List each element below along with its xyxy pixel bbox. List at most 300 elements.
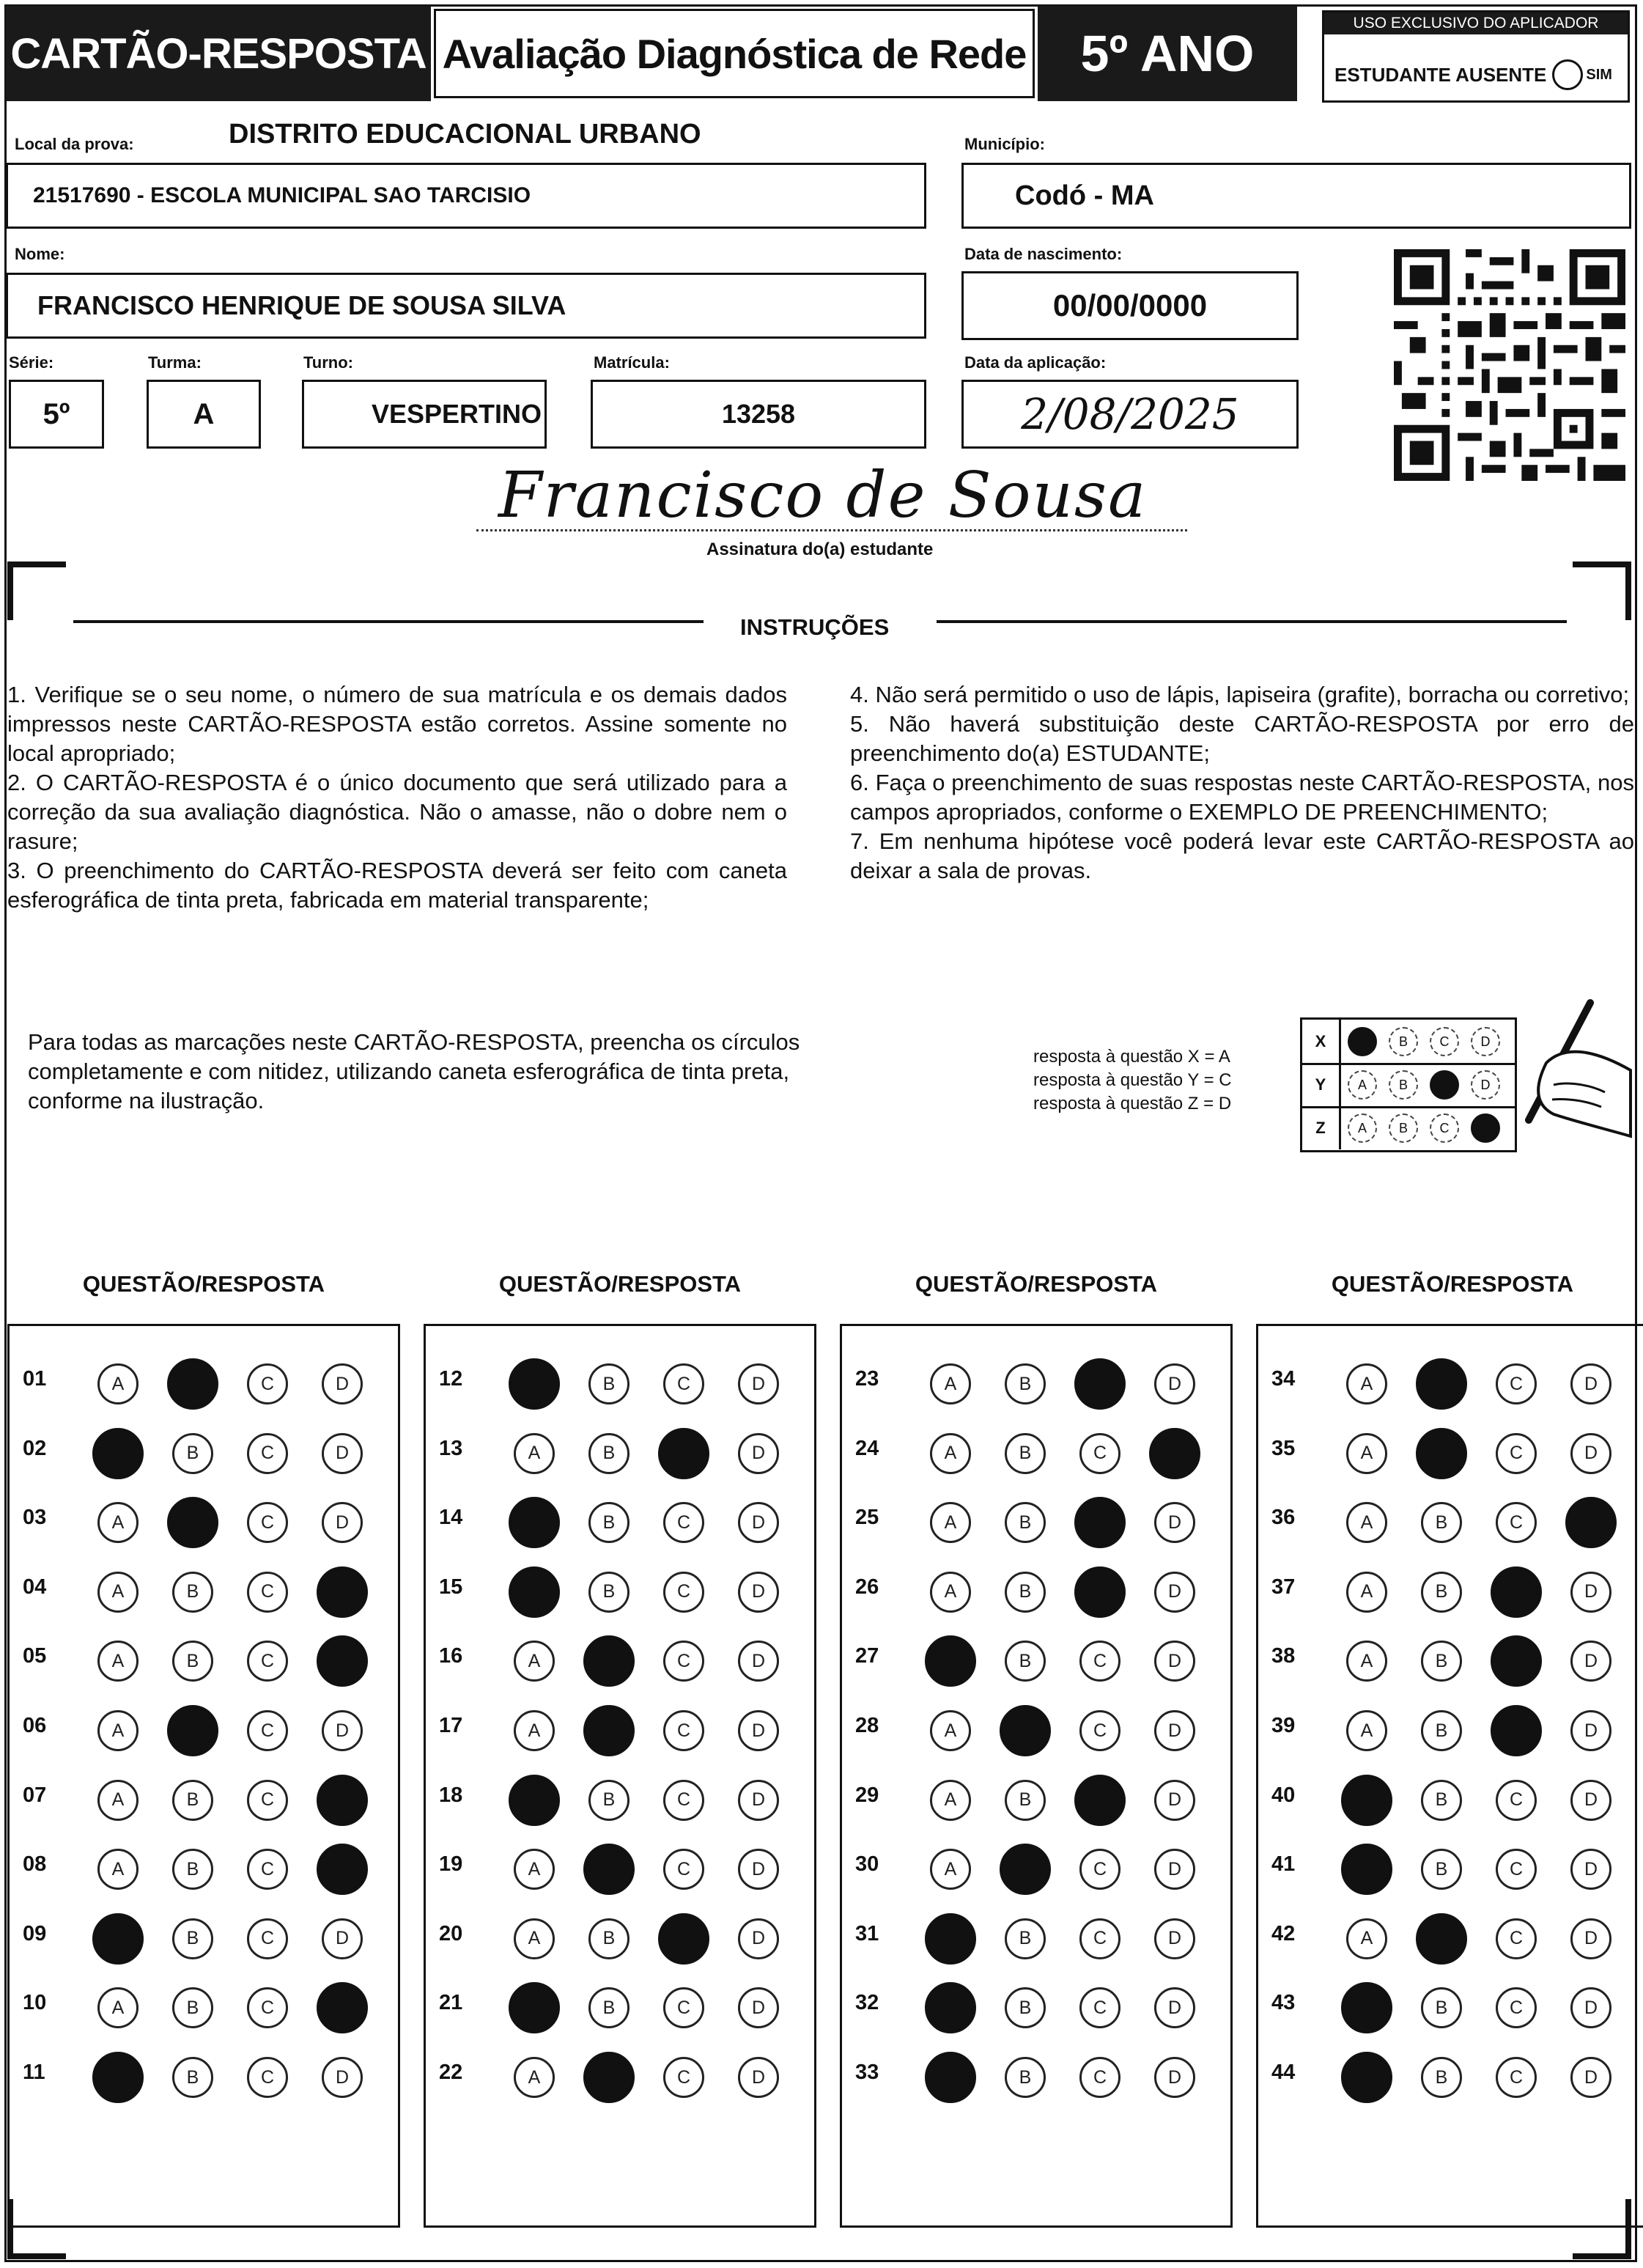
answer-bubble-d[interactable]: D xyxy=(1570,1363,1611,1404)
answer-bubble-a[interactable]: A xyxy=(930,1502,971,1543)
answer-bubble-b[interactable]: B xyxy=(1416,1358,1467,1410)
answer-bubble-c[interactable]: C xyxy=(663,1641,704,1682)
answer-bubble-c[interactable]: C xyxy=(247,2057,288,2098)
answer-bubble-b[interactable]: B xyxy=(172,1987,213,2028)
answer-bubble-a[interactable]: A xyxy=(1346,1572,1387,1613)
answer-bubble-c[interactable]: C xyxy=(247,1780,288,1821)
answer-bubble-b[interactable]: B xyxy=(1005,2057,1046,2098)
answer-bubble-c[interactable]: C xyxy=(658,1913,709,1965)
answer-bubble-d[interactable]: D xyxy=(738,1987,779,2028)
question-number: 15 xyxy=(439,1575,463,1599)
answer-bubble-a[interactable]: A xyxy=(97,1572,139,1613)
question-row xyxy=(426,1415,814,1484)
answer-bubble-b[interactable]: B xyxy=(588,1987,629,2028)
question-number: 13 xyxy=(439,1436,463,1460)
instructions-title: INSTRUÇÕES xyxy=(740,614,890,640)
answer-bubble-c[interactable]: C xyxy=(658,1428,709,1479)
answer-bubble-a[interactable]: A xyxy=(1341,1775,1392,1826)
answer-bubble-d[interactable]: D xyxy=(317,1566,368,1618)
corner-mark-top-left xyxy=(7,562,66,567)
answer-bubble-b[interactable]: B xyxy=(588,1918,629,1959)
answer-panel xyxy=(7,1324,400,2228)
answer-bubble-b[interactable]: B xyxy=(1421,2057,1462,2098)
example-row xyxy=(1302,1106,1515,1149)
answer-bubble-c[interactable]: C xyxy=(663,2057,704,2098)
answer-bubble-d[interactable]: D xyxy=(1154,1710,1195,1751)
answer-bubble-d[interactable]: D xyxy=(1565,1497,1617,1548)
municipio-label: Município: xyxy=(964,135,1045,153)
qr-code xyxy=(1394,249,1625,481)
question-row xyxy=(1258,1969,1643,2038)
turno-value: VESPERTINO xyxy=(371,399,542,429)
answer-bubble-d[interactable]: D xyxy=(322,1363,363,1404)
answer-bubble-b[interactable]: B xyxy=(583,2052,635,2103)
answer-bubble-b[interactable]: B xyxy=(588,1572,629,1613)
answer-bubble-c[interactable]: C xyxy=(1079,1433,1120,1474)
example-legend-x: resposta à questão X = A xyxy=(1033,1047,1230,1067)
answer-bubble-d[interactable]: D xyxy=(1570,1918,1611,1959)
turma-label: Turma: xyxy=(148,353,202,372)
answer-bubble-a[interactable]: A xyxy=(514,2057,555,2098)
card-title-text: CARTÃO-RESPOSTA xyxy=(10,29,427,78)
question-row xyxy=(10,1484,398,1553)
answer-bubble-d[interactable]: D xyxy=(1570,1987,1611,2028)
answer-bubble-d[interactable]: D xyxy=(1570,1433,1611,1474)
answer-bubble-d[interactable]: D xyxy=(1154,1641,1195,1682)
answer-bubble-d[interactable]: D xyxy=(1570,1849,1611,1890)
answer-bubble-b[interactable]: B xyxy=(583,1635,635,1687)
answer-bubble-d[interactable]: D xyxy=(322,1433,363,1474)
question-row xyxy=(10,1622,398,1691)
answer-bubble-a[interactable]: A xyxy=(1346,1641,1387,1682)
matricula-field xyxy=(591,380,926,449)
question-number: 18 xyxy=(439,1783,463,1807)
answer-bubble-c[interactable]: C xyxy=(1074,1566,1126,1618)
answer-bubble-d[interactable]: D xyxy=(738,1363,779,1404)
answer-bubble-a[interactable]: A xyxy=(509,1358,560,1410)
answer-bubble-a[interactable]: A xyxy=(97,1641,139,1682)
example-bubble-a: A xyxy=(1348,1113,1377,1143)
aplicacao-label: Data da aplicação: xyxy=(964,353,1107,372)
answer-bubble-d[interactable]: D xyxy=(738,1502,779,1543)
student-signature: Francisco de Sousa xyxy=(498,459,1148,532)
answer-bubble-c[interactable]: C xyxy=(1074,1358,1126,1410)
example-bubble-a: A xyxy=(1348,1070,1377,1100)
answer-bubble-c[interactable]: C xyxy=(663,1780,704,1821)
question-row xyxy=(1258,1484,1643,1553)
question-number: 23 xyxy=(855,1367,879,1391)
example-legend-z: resposta à questão Z = D xyxy=(1033,1094,1232,1113)
answer-bubble-a[interactable]: A xyxy=(1341,2052,1392,2103)
answer-bubble-a[interactable]: A xyxy=(1346,1433,1387,1474)
answer-bubble-b[interactable]: B xyxy=(588,1363,629,1404)
answer-bubble-c[interactable]: C xyxy=(1496,1502,1537,1543)
applicator-box xyxy=(1322,10,1630,103)
answer-bubble-b[interactable]: B xyxy=(1416,1428,1467,1479)
example-row-label: X xyxy=(1302,1020,1341,1063)
aplicacao-value: 2/08/2025 xyxy=(1021,389,1239,439)
instructions-rule-left xyxy=(73,620,704,623)
answer-bubble-c[interactable]: C xyxy=(1496,2057,1537,2098)
answer-bubble-a[interactable]: A xyxy=(1341,1844,1392,1895)
question-row xyxy=(842,1484,1230,1553)
answer-bubble-a[interactable]: A xyxy=(1346,1918,1387,1959)
question-row xyxy=(1258,1900,1643,1969)
question-row xyxy=(842,1969,1230,2038)
answer-bubble-a[interactable]: A xyxy=(97,1710,139,1751)
column-header: QUESTÃO/RESPOSTA xyxy=(1331,1271,1574,1297)
exam-title-text: Avaliação Diagnóstica de Rede xyxy=(442,30,1027,77)
answer-bubble-d[interactable]: D xyxy=(738,1710,779,1751)
example-legend xyxy=(1033,1045,1232,1116)
matricula-value: 13258 xyxy=(721,399,796,429)
answer-bubble-d[interactable]: D xyxy=(1570,1710,1611,1751)
answer-bubble-d[interactable]: D xyxy=(317,1635,368,1687)
answer-bubble-a[interactable]: A xyxy=(1346,1502,1387,1543)
answer-bubble-b[interactable]: B xyxy=(1005,1502,1046,1543)
answer-bubble-d[interactable]: D xyxy=(738,2057,779,2098)
question-number: 31 xyxy=(855,1921,879,1945)
answer-bubble-a[interactable]: A xyxy=(92,1913,144,1965)
answer-bubble-b[interactable]: B xyxy=(588,1780,629,1821)
answer-bubble-a[interactable]: A xyxy=(509,1982,560,2033)
answer-bubble-b[interactable]: B xyxy=(167,1358,218,1410)
answer-bubble-c[interactable]: C xyxy=(1496,1849,1537,1890)
example-row-label: Z xyxy=(1302,1106,1341,1149)
absent-option-label: SIM xyxy=(1586,66,1612,83)
question-row xyxy=(1258,1415,1643,1484)
instructions-right xyxy=(850,680,1634,886)
column-header: QUESTÃO/RESPOSTA xyxy=(915,1271,1158,1297)
signature-line xyxy=(476,529,1187,531)
question-number: 04 xyxy=(23,1575,47,1599)
answer-bubble-c[interactable]: C xyxy=(663,1363,704,1404)
answer-bubble-a[interactable]: A xyxy=(514,1433,555,1474)
instruction-6: 6. Faça o preenchimento de suas respostas neste CARTÃO-RESPOSTA, nos campos apropriados, conforme o EXEMPLO DE PREENCHIMENTO; xyxy=(850,770,1634,825)
answer-bubble-c[interactable]: C xyxy=(1491,1566,1542,1618)
corner-mark-top-right xyxy=(1573,562,1631,567)
answer-bubble-c[interactable]: C xyxy=(1079,1641,1120,1682)
applicator-title: USO EXCLUSIVO DO APLICADOR xyxy=(1324,12,1628,34)
answer-bubble-b[interactable]: B xyxy=(172,1918,213,1959)
question-number: 33 xyxy=(855,2061,879,2084)
answer-bubble-b[interactable]: B xyxy=(1421,1710,1462,1751)
answer-bubble-b[interactable]: B xyxy=(1005,1918,1046,1959)
question-number: 30 xyxy=(855,1852,879,1877)
answer-bubble-d[interactable]: D xyxy=(322,2057,363,2098)
example-grid xyxy=(1300,1017,1517,1152)
answer-bubble-c[interactable]: C xyxy=(247,1918,288,1959)
answer-bubble-a[interactable]: A xyxy=(97,1363,139,1404)
answer-bubble-d[interactable]: D xyxy=(1154,1987,1195,2028)
answer-bubble-c[interactable]: C xyxy=(247,1363,288,1404)
answer-bubble-a[interactable]: A xyxy=(97,1780,139,1821)
example-bubble-d: D xyxy=(1471,1070,1500,1100)
answer-bubble-a[interactable]: A xyxy=(1346,1710,1387,1751)
answer-bubble-a[interactable]: A xyxy=(1346,1363,1387,1404)
answer-bubble-a[interactable]: A xyxy=(97,1502,139,1543)
question-row xyxy=(10,1692,398,1761)
answer-bubble-d[interactable]: D xyxy=(738,1780,779,1821)
answer-bubble-d[interactable]: D xyxy=(317,1982,368,2033)
instruction-1: 1. Verifique se o seu nome, o número de sua matrícula e os demais dados impressos neste CARTÃO-RESPOSTA estão corretos. Assine somente no local apropriado; xyxy=(7,682,787,766)
answer-bubble-d[interactable]: D xyxy=(1154,1363,1195,1404)
answer-bubble-c[interactable]: C xyxy=(1491,1705,1542,1756)
question-row xyxy=(1258,1830,1643,1899)
answer-bubble-a[interactable]: A xyxy=(925,1982,976,2033)
answer-bubble-a[interactable]: A xyxy=(930,1363,971,1404)
answer-bubble-c[interactable]: C xyxy=(1079,2057,1120,2098)
answer-bubble-d[interactable]: D xyxy=(1570,2057,1611,2098)
answer-bubble-a[interactable]: A xyxy=(92,1428,144,1479)
answer-bubble-c[interactable]: C xyxy=(663,1987,704,2028)
question-row xyxy=(10,1345,398,1414)
question-number: 29 xyxy=(855,1783,879,1807)
answer-bubble-b[interactable]: B xyxy=(1421,1572,1462,1613)
answer-bubble-b[interactable]: B xyxy=(588,1433,629,1474)
question-number: 37 xyxy=(1271,1575,1296,1599)
answer-panel xyxy=(424,1324,816,2228)
answer-bubble-b[interactable]: B xyxy=(1005,1433,1046,1474)
question-row xyxy=(842,1553,1230,1622)
example-bubble-c: C xyxy=(1430,1027,1459,1056)
question-row xyxy=(1258,1345,1643,1414)
question-number: 24 xyxy=(855,1436,879,1460)
answer-bubble-d[interactable]: D xyxy=(738,1572,779,1613)
answer-bubble-b[interactable]: B xyxy=(172,1572,213,1613)
nome-value: FRANCISCO HENRIQUE DE SOUSA SILVA xyxy=(37,290,566,320)
example-row-label: Y xyxy=(1302,1063,1341,1106)
question-number: 14 xyxy=(439,1506,463,1530)
question-row xyxy=(426,1484,814,1553)
answer-bubble-b[interactable]: B xyxy=(1421,1780,1462,1821)
answer-bubble-a[interactable]: A xyxy=(514,1849,555,1890)
answer-bubble-b[interactable]: B xyxy=(583,1705,635,1756)
answer-bubble-b[interactable]: B xyxy=(172,1641,213,1682)
question-row xyxy=(842,1345,1230,1414)
grade-badge-text: 5º ANO xyxy=(1080,25,1255,82)
answer-bubble-d[interactable]: D xyxy=(738,1433,779,1474)
answer-bubble-d[interactable]: D xyxy=(738,1918,779,1959)
question-number: 38 xyxy=(1271,1644,1296,1668)
serie-field xyxy=(9,380,104,449)
answer-bubble-a[interactable]: A xyxy=(92,2052,144,2103)
answer-bubble-b[interactable]: B xyxy=(1421,1641,1462,1682)
answer-bubble-b[interactable]: B xyxy=(1416,1913,1467,1965)
question-row xyxy=(1258,1692,1643,1761)
answer-bubble-d[interactable]: D xyxy=(317,1844,368,1895)
answer-bubble-d[interactable]: D xyxy=(322,1710,363,1751)
municipio-field xyxy=(961,163,1631,229)
answer-bubble-a[interactable]: A xyxy=(930,1433,971,1474)
answer-bubble-a[interactable]: A xyxy=(509,1497,560,1548)
question-number: 09 xyxy=(23,1921,47,1945)
answer-bubble-c[interactable]: C xyxy=(247,1433,288,1474)
answer-bubble-a[interactable]: A xyxy=(930,1572,971,1613)
example-text: Para todas as marcações neste CARTÃO-RESPOSTA, preencha os círculos completamente e com nitidez, utilizando caneta esferográfica de tinta preta, conforme na ilustração. xyxy=(28,1029,800,1113)
example-row xyxy=(1302,1020,1515,1065)
answer-bubble-c[interactable]: C xyxy=(247,1572,288,1613)
answer-bubble-b[interactable]: B xyxy=(172,1849,213,1890)
question-number: 39 xyxy=(1271,1714,1296,1737)
answer-bubble-b[interactable]: B xyxy=(172,1780,213,1821)
answer-bubble-c[interactable]: C xyxy=(663,1502,704,1543)
district-name: DISTRITO EDUCACIONAL URBANO xyxy=(229,119,701,150)
answer-bubble-b[interactable]: B xyxy=(1421,1987,1462,2028)
aplicacao-field[interactable] xyxy=(961,380,1299,449)
question-number: 22 xyxy=(439,2061,463,2084)
answer-bubble-c[interactable]: C xyxy=(1079,1987,1120,2028)
answer-bubble-a[interactable]: A xyxy=(514,1641,555,1682)
answer-bubble-a[interactable]: A xyxy=(1341,1982,1392,2033)
question-number: 17 xyxy=(439,1714,463,1737)
answer-bubble-b[interactable]: B xyxy=(1000,1705,1051,1756)
column-header: QUESTÃO/RESPOSTA xyxy=(82,1271,325,1297)
answer-bubble-b[interactable]: B xyxy=(1421,1849,1462,1890)
answer-bubble-c[interactable]: C xyxy=(1496,1918,1537,1959)
answer-bubble-d[interactable]: D xyxy=(322,1918,363,1959)
question-number: 21 xyxy=(439,1991,463,2015)
answer-bubble-c[interactable]: C xyxy=(247,1502,288,1543)
answer-bubble-c[interactable]: C xyxy=(1491,1635,1542,1687)
answer-bubble-d[interactable]: D xyxy=(317,1775,368,1826)
answer-bubble-d[interactable]: D xyxy=(1154,1502,1195,1543)
question-row xyxy=(842,1830,1230,1899)
answer-panel xyxy=(1256,1324,1643,2228)
example-bubble-b: B xyxy=(1389,1070,1418,1100)
answer-bubble-c[interactable]: C xyxy=(1496,1780,1537,1821)
answer-bubble-b[interactable]: B xyxy=(1005,1363,1046,1404)
answer-bubble-d[interactable]: D xyxy=(1570,1572,1611,1613)
corner-mark-top-right-v xyxy=(1625,562,1631,620)
question-row xyxy=(842,1761,1230,1830)
answer-bubble-b[interactable]: B xyxy=(588,1502,629,1543)
question-row xyxy=(10,1900,398,1969)
municipio-value: Codó - MA xyxy=(1015,180,1154,211)
answer-bubble-c[interactable]: C xyxy=(1496,1987,1537,2028)
answer-bubble-c[interactable]: C xyxy=(247,1987,288,2028)
answer-bubble-c[interactable]: C xyxy=(1079,1918,1120,1959)
question-number: 26 xyxy=(855,1575,879,1599)
answer-bubble-c[interactable]: C xyxy=(1079,1710,1120,1751)
question-number: 06 xyxy=(23,1714,47,1737)
answer-bubble-b[interactable]: B xyxy=(172,1433,213,1474)
question-number: 32 xyxy=(855,1991,879,2015)
answer-bubble-a[interactable]: A xyxy=(509,1775,560,1826)
example-bubble-a: A xyxy=(1348,1027,1377,1056)
answer-bubble-a[interactable]: A xyxy=(97,1987,139,2028)
answer-bubble-a[interactable]: A xyxy=(930,1849,971,1890)
answer-bubble-d[interactable]: D xyxy=(1149,1428,1200,1479)
answer-bubble-d[interactable]: D xyxy=(738,1849,779,1890)
question-number: 44 xyxy=(1271,2061,1296,2084)
answer-bubble-a[interactable]: A xyxy=(930,1710,971,1751)
answer-bubble-b[interactable]: B xyxy=(167,1705,218,1756)
question-row xyxy=(1258,1622,1643,1691)
answer-bubble-d[interactable]: D xyxy=(1570,1780,1611,1821)
question-number: 36 xyxy=(1271,1506,1296,1530)
question-row xyxy=(10,1415,398,1484)
answer-bubble-b[interactable]: B xyxy=(1421,1502,1462,1543)
answer-bubble-b[interactable]: B xyxy=(172,2057,213,2098)
answer-bubble-c[interactable]: C xyxy=(247,1849,288,1890)
answer-bubble-c[interactable]: C xyxy=(1074,1497,1126,1548)
question-number: 35 xyxy=(1271,1436,1296,1460)
question-row xyxy=(426,1692,814,1761)
answer-bubble-a[interactable]: A xyxy=(509,1566,560,1618)
answer-bubble-b[interactable]: B xyxy=(1005,1641,1046,1682)
absent-bubble[interactable] xyxy=(1552,59,1583,90)
answer-bubble-d[interactable]: D xyxy=(1570,1641,1611,1682)
question-number: 28 xyxy=(855,1714,879,1737)
answer-bubble-c[interactable]: C xyxy=(1079,1849,1120,1890)
answer-bubble-a[interactable]: A xyxy=(925,1913,976,1965)
answer-bubble-a[interactable]: A xyxy=(97,1849,139,1890)
answer-bubble-b[interactable]: B xyxy=(1005,1780,1046,1821)
answer-bubble-b[interactable]: B xyxy=(1005,1572,1046,1613)
answer-bubble-d[interactable]: D xyxy=(1154,1849,1195,1890)
serie-value: 5º xyxy=(43,397,70,430)
answer-bubble-a[interactable]: A xyxy=(514,1918,555,1959)
question-row xyxy=(10,1761,398,1830)
instruction-3: 3. O preenchimento do CARTÃO-RESPOSTA deverá ser feito com caneta esferográfica de tinta preta, fabricada em material transparente; xyxy=(7,858,787,913)
answer-bubble-b[interactable]: B xyxy=(167,1497,218,1548)
answer-bubble-c[interactable]: C xyxy=(1074,1775,1126,1826)
answer-bubble-d[interactable]: D xyxy=(1154,1572,1195,1613)
instruction-2: 2. O CARTÃO-RESPOSTA é o único documento que será utilizado para a correção da sua avaliação diagnóstica. Não o amasse, não o dobre nem o rasure; xyxy=(7,770,787,854)
answer-bubble-b[interactable]: B xyxy=(583,1844,635,1895)
question-number: 19 xyxy=(439,1852,463,1877)
answer-bubble-a[interactable]: A xyxy=(930,1780,971,1821)
question-number: 10 xyxy=(23,1991,47,2015)
answer-bubble-d[interactable]: D xyxy=(1154,2057,1195,2098)
question-row xyxy=(426,1761,814,1830)
answer-bubble-c[interactable]: C xyxy=(1496,1433,1537,1474)
question-number: 16 xyxy=(439,1644,463,1668)
school-value: 21517690 - ESCOLA MUNICIPAL SAO TARCISIO xyxy=(33,183,531,207)
answer-bubble-d[interactable]: D xyxy=(322,1502,363,1543)
answer-bubble-b[interactable]: B xyxy=(1005,1987,1046,2028)
answer-bubble-c[interactable]: C xyxy=(663,1849,704,1890)
answer-bubble-c[interactable]: C xyxy=(1496,1363,1537,1404)
example-legend-y: resposta à questão Y = C xyxy=(1033,1070,1232,1090)
answer-bubble-c[interactable]: C xyxy=(247,1710,288,1751)
answer-bubble-c[interactable]: C xyxy=(663,1572,704,1613)
question-row xyxy=(10,1969,398,2038)
answer-bubble-c[interactable]: C xyxy=(247,1641,288,1682)
example-row xyxy=(1302,1063,1515,1108)
answer-bubble-a[interactable]: A xyxy=(925,1635,976,1687)
question-row xyxy=(426,1345,814,1414)
question-number: 03 xyxy=(23,1506,47,1530)
question-row xyxy=(426,1969,814,2038)
question-row xyxy=(842,1900,1230,1969)
answer-bubble-d[interactable]: D xyxy=(738,1641,779,1682)
question-number: 27 xyxy=(855,1644,879,1668)
answer-bubble-a[interactable]: A xyxy=(514,1710,555,1751)
absent-label: ESTUDANTE AUSENTE xyxy=(1334,63,1547,86)
answer-bubble-c[interactable]: C xyxy=(663,1710,704,1751)
instruction-5: 5. Não haverá substituição deste CARTÃO-RESPOSTA por erro de preenchimento do(a) ESTUDANTE; xyxy=(850,711,1634,766)
answer-bubble-b[interactable]: B xyxy=(1000,1844,1051,1895)
corner-mark-top-left-v xyxy=(7,562,13,620)
answer-bubble-d[interactable]: D xyxy=(1154,1780,1195,1821)
matricula-label: Matrícula: xyxy=(594,353,670,372)
answer-bubble-a[interactable]: A xyxy=(925,2052,976,2103)
question-row xyxy=(842,1692,1230,1761)
answer-bubble-d[interactable]: D xyxy=(1154,1918,1195,1959)
question-number: 41 xyxy=(1271,1852,1296,1877)
